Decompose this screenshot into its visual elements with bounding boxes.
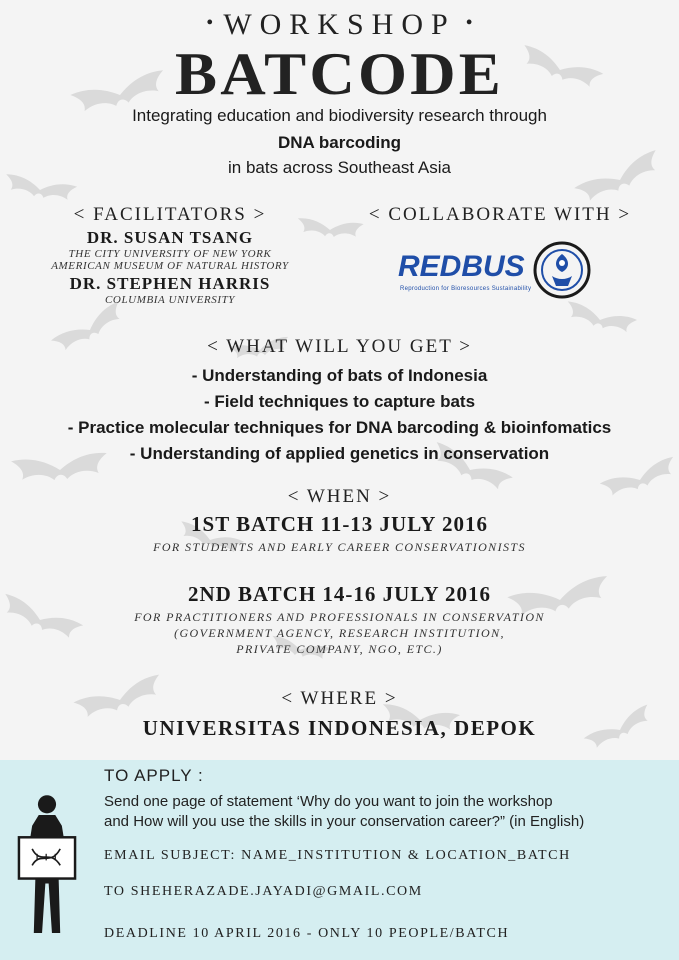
- benefit-item: - Field techniques to capture bats: [203, 392, 476, 411]
- human-dna-icon: [14, 782, 80, 952]
- batch-2-audience: PRIVATE COMPANY, NGO, ETC.): [236, 642, 443, 656]
- logo-wordmark: REDBUS: [398, 250, 525, 283]
- batch-1-audience: FOR STUDENTS AND EARLY CAREER CONSERVATIONISTS: [153, 540, 526, 554]
- subtitle-highlight: DNA barcoding: [277, 133, 402, 152]
- logo-emblem-icon: [532, 240, 592, 300]
- apply-statement-line: and How will you use the skills in your conservation career?” (in English): [104, 813, 585, 830]
- facilitator-affiliation: AMERICAN MUSEUM OF NATURAL HISTORY: [51, 260, 289, 272]
- subtitle-line-1: Integrating education and biodiversity research through: [132, 106, 547, 125]
- benefit-item: - Understanding of bats of Indonesia: [191, 366, 488, 385]
- batch-1-title: 1ST BATCH 11-13 JULY 2016: [191, 512, 488, 536]
- bullet-dot-icon: •: [206, 12, 214, 34]
- apply-email-line: [104, 884, 423, 900]
- email-address[interactable]: SHEHERAZADE.JAYADI@GMAIL.COM: [130, 884, 423, 899]
- batch-2-title: 2ND BATCH 14-16 JULY 2016: [187, 582, 492, 606]
- to-prefix: TO: [104, 884, 126, 899]
- where-heading: < WHERE >: [281, 688, 398, 709]
- facilitator-name: DR. STEPHEN HARRIS: [69, 274, 271, 293]
- redbus-logo: [394, 236, 594, 306]
- event-title: BATCODE: [175, 41, 504, 107]
- benefit-item: - Practice molecular techniques for DNA barcoding & bioinfomatics: [67, 418, 612, 437]
- facilitators-section: [0, 204, 340, 306]
- subtitle-line-3: in bats across Southeast Asia: [227, 158, 452, 177]
- batch-2-audience: FOR PRACTITIONERS AND PROFESSIONALS IN CONSERVATION: [134, 610, 545, 624]
- deadline: DEADLINE 10 APRIL 2016 - ONLY 10 PEOPLE/BATCH: [104, 926, 510, 941]
- facilitators-heading: < FACILITATORS >: [73, 204, 267, 225]
- facilitator-affiliation: THE CITY UNIVERSITY OF NEW YORK: [68, 248, 272, 260]
- benefits-heading: < WHAT WILL YOU GET >: [207, 336, 472, 357]
- bullet-dot-icon: •: [465, 12, 473, 34]
- apply-statement-line: Send one page of statement ‘Why do you want to join the workshop: [104, 793, 553, 810]
- batch-2-audience: (GOVERNMENT AGENCY, RESEARCH INSTITUTION,: [174, 626, 505, 640]
- workshop-text: WORKSHOP: [223, 8, 456, 41]
- facilitator-affiliation: COLUMBIA UNIVERSITY: [104, 294, 236, 306]
- logo-tagline: Reproduction for Bioresources Sustainability: [400, 286, 532, 292]
- facilitator-name: DR. SUSAN TSANG: [86, 228, 254, 247]
- apply-statement: [104, 792, 674, 832]
- collaborate-heading: < COLLABORATE WITH >: [368, 204, 632, 225]
- workshop-label: [0, 8, 679, 42]
- apply-panel: [0, 760, 679, 960]
- apply-label: TO APPLY :: [104, 766, 204, 785]
- when-heading: < WHEN >: [287, 486, 392, 507]
- email-subject: EMAIL SUBJECT: NAME_INSTITUTION & LOCATION_BATCH: [104, 848, 571, 863]
- location-text: UNIVERSITAS INDONESIA, DEPOK: [142, 716, 537, 740]
- benefit-item: - Understanding of applied genetics in conservation: [129, 444, 550, 463]
